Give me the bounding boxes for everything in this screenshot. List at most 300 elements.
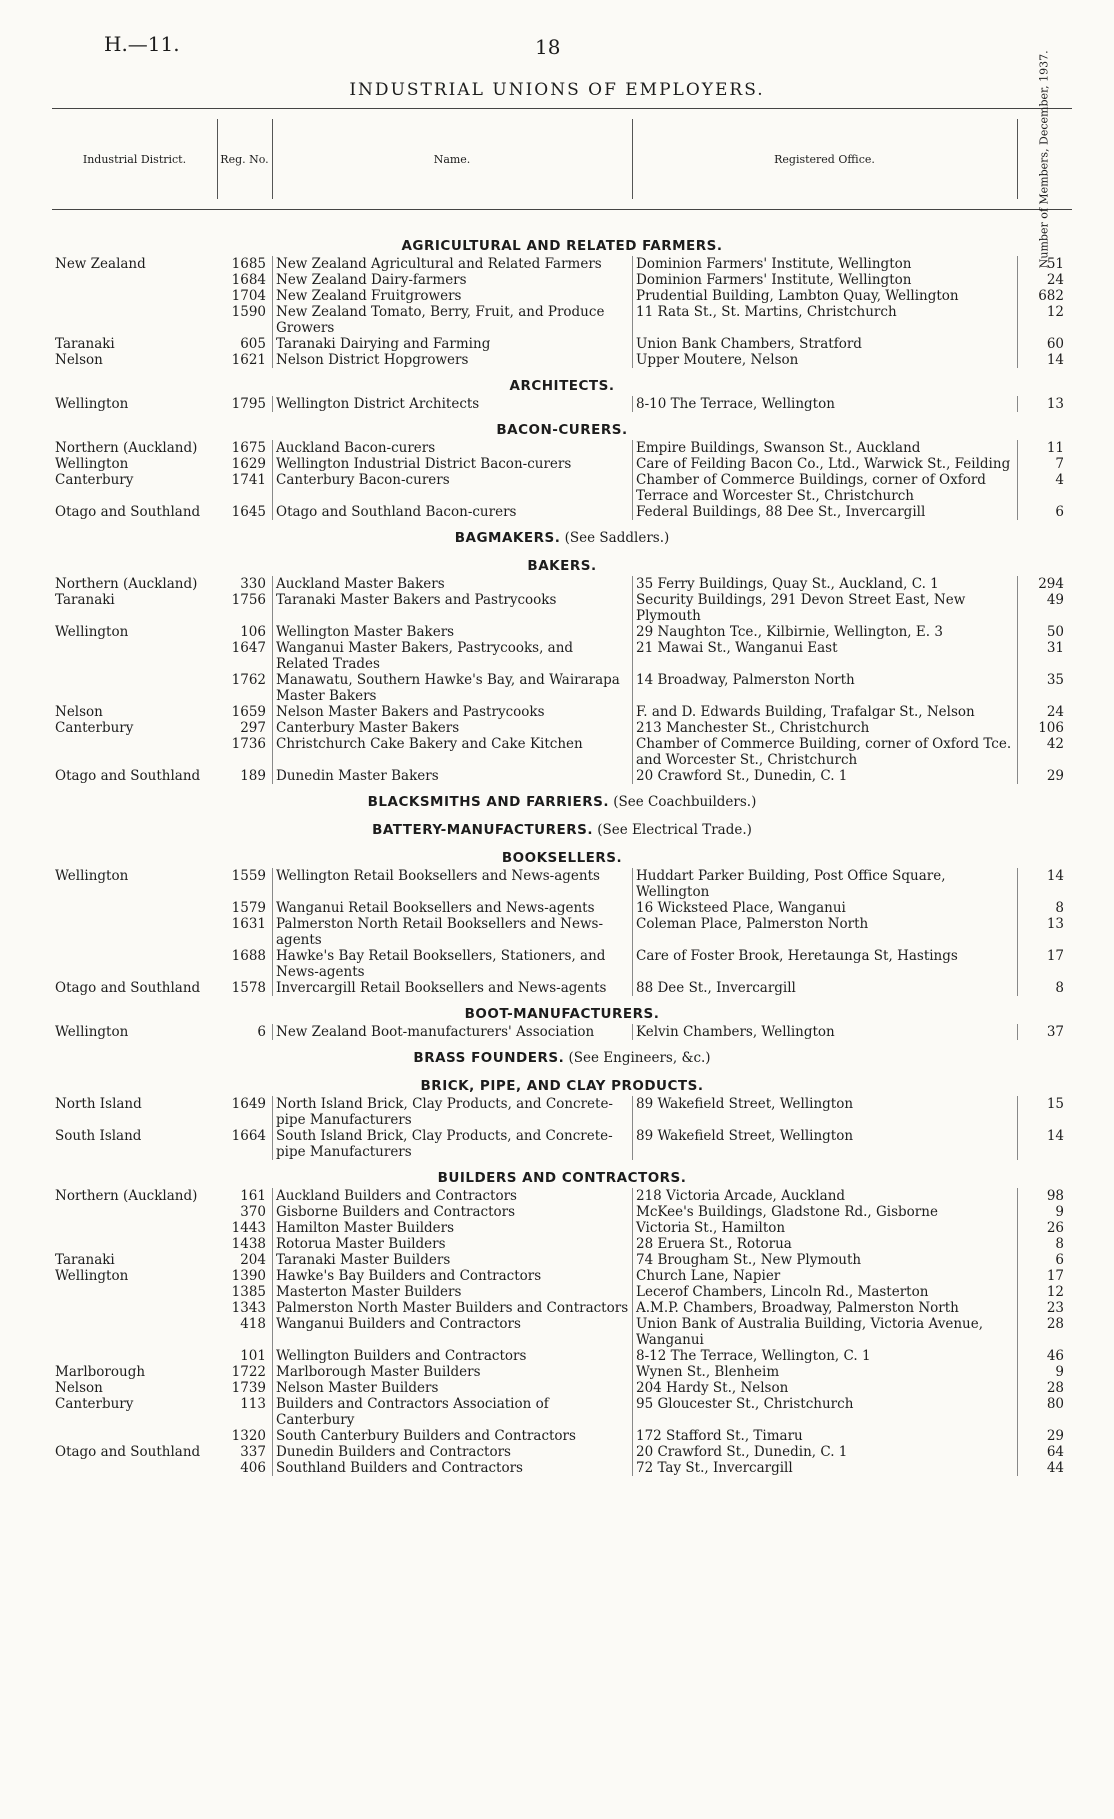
reg-no-cell: 6 xyxy=(257,1024,266,1040)
table-row xyxy=(52,624,1072,640)
reg-no-cell: 1629 xyxy=(231,456,266,472)
table-row xyxy=(52,472,1072,504)
office-cell: 20 Crawford St., Dunedin, C. 1 xyxy=(632,1444,1017,1460)
reg-no-cell: 113 xyxy=(240,1396,266,1412)
name-cell: Wellington Master Bakers xyxy=(272,624,632,640)
district-cell xyxy=(52,900,217,916)
table-row xyxy=(52,576,1072,592)
members-cell: 24 xyxy=(1017,272,1072,288)
reg-no-cell: 1684 xyxy=(231,272,266,288)
table-row xyxy=(52,288,1072,304)
reg-no-cell: 418 xyxy=(240,1316,266,1332)
district-cell xyxy=(52,1236,217,1252)
members-cell: 51 xyxy=(1017,256,1072,272)
section-title xyxy=(52,238,1072,254)
table-row xyxy=(52,592,1072,624)
name-cell: New Zealand Tomato, Berry, Fruit, and Produce Growers xyxy=(272,304,632,336)
name-cell: Palmerston North Retail Booksellers and News-agents xyxy=(272,916,632,948)
office-cell: 204 Hardy St., Nelson xyxy=(632,1380,1017,1396)
district-cell: Canterbury xyxy=(55,472,134,488)
reg-no-cell: 204 xyxy=(240,1252,266,1268)
members-cell: 11 xyxy=(1017,440,1072,456)
district-cell xyxy=(52,288,217,304)
table-row xyxy=(52,1220,1072,1236)
members-cell: 8 xyxy=(1017,980,1072,996)
reg-no-cell: 1579 xyxy=(231,900,266,916)
office-cell: 29 Naughton Tce., Kilbirnie, Wellington, E. 3 xyxy=(632,624,1017,640)
section-see-reference: (See Coachbuilders.) xyxy=(608,794,757,810)
name-cell: New Zealand Boot-manufacturers' Association xyxy=(272,1024,632,1040)
table-row xyxy=(52,1128,1072,1160)
section-heading: BRICK, PIPE, AND CLAY PRODUCTS. xyxy=(420,1078,704,1094)
members-cell: 26 xyxy=(1017,1220,1072,1236)
table-row xyxy=(52,1268,1072,1284)
district-cell xyxy=(52,948,217,980)
reg-no-cell: 370 xyxy=(240,1204,266,1220)
reg-no-cell: 1688 xyxy=(231,948,266,964)
table-row xyxy=(52,736,1072,768)
members-cell: 13 xyxy=(1017,916,1072,948)
reg-no-cell: 1320 xyxy=(231,1428,266,1444)
table-row xyxy=(52,304,1072,336)
name-cell: Taranaki Master Bakers and Pastrycooks xyxy=(272,592,632,624)
district-cell: Nelson xyxy=(55,352,103,368)
office-cell: 35 Ferry Buildings, Quay St., Auckland, C. 1 xyxy=(632,576,1017,592)
district-cell xyxy=(52,1316,217,1348)
members-cell: 9 xyxy=(1017,1204,1072,1220)
office-cell: Dominion Farmers' Institute, Wellington xyxy=(632,256,1017,272)
column-district: Industrial District. xyxy=(82,152,187,166)
section-title xyxy=(52,1078,1072,1094)
name-cell: Otago and Southland Bacon-curers xyxy=(272,504,632,520)
table-row xyxy=(52,704,1072,720)
office-cell: 89 Wakefield Street, Wellington xyxy=(632,1096,1017,1128)
section-see-reference: (See Engineers, &c.) xyxy=(564,1050,711,1066)
name-cell: New Zealand Dairy-farmers xyxy=(272,272,632,288)
office-cell: Kelvin Chambers, Wellington xyxy=(632,1024,1017,1040)
reg-no-cell: 1675 xyxy=(231,440,266,456)
district-cell: New Zealand xyxy=(55,256,146,272)
district-cell: Otago and Southland xyxy=(55,504,201,520)
page-title: INDUSTRIAL UNIONS OF EMPLOYERS. xyxy=(349,80,765,100)
members-cell: 8 xyxy=(1017,1236,1072,1252)
office-cell: 88 Dee St., Invercargill xyxy=(632,980,1017,996)
name-cell: New Zealand Fruitgrowers xyxy=(272,288,632,304)
name-cell: Rotorua Master Builders xyxy=(272,1236,632,1252)
members-cell: 80 xyxy=(1017,1396,1072,1428)
name-cell: Auckland Builders and Contractors xyxy=(272,1188,632,1204)
reg-no-cell: 1343 xyxy=(231,1300,266,1316)
office-cell: 8-10 The Terrace, Wellington xyxy=(632,396,1017,412)
table-row xyxy=(52,1316,1072,1348)
office-cell: Victoria St., Hamilton xyxy=(632,1220,1017,1236)
table-row xyxy=(52,256,1072,272)
name-cell: Wanganui Builders and Contractors xyxy=(272,1316,632,1348)
members-cell: 29 xyxy=(1017,768,1072,784)
reg-no-cell: 1649 xyxy=(231,1096,266,1112)
name-cell: Manawatu, Southern Hawke's Bay, and Wairarapa Master Bakers xyxy=(272,672,632,704)
office-cell: 172 Stafford St., Timaru xyxy=(632,1428,1017,1444)
district-cell: Wellington xyxy=(55,868,129,884)
office-cell: 218 Victoria Arcade, Auckland xyxy=(632,1188,1017,1204)
office-cell: 28 Eruera St., Rotorua xyxy=(632,1236,1017,1252)
table-row xyxy=(52,916,1072,948)
members-cell: 4 xyxy=(1017,472,1072,504)
members-cell: 682 xyxy=(1017,288,1072,304)
table-row xyxy=(52,1348,1072,1364)
members-cell: 7 xyxy=(1017,456,1072,472)
members-cell: 15 xyxy=(1017,1096,1072,1128)
office-cell: Chamber of Commerce Buildings, corner of Oxford Terrace and Worcester St., Christchurch xyxy=(632,472,1017,504)
reg-no-cell: 1578 xyxy=(231,980,266,996)
district-cell xyxy=(52,1204,217,1220)
office-cell: 20 Crawford St., Dunedin, C. 1 xyxy=(632,768,1017,784)
name-cell: Nelson Master Bakers and Pastrycooks xyxy=(272,704,632,720)
district-cell xyxy=(52,736,217,768)
office-cell: 21 Mawai St., Wanganui East xyxy=(632,640,1017,672)
office-cell: Federal Buildings, 88 Dee St., Invercargill xyxy=(632,504,1017,520)
district-cell: Otago and Southland xyxy=(55,980,201,996)
district-cell: Taranaki xyxy=(55,336,115,352)
office-cell: Chamber of Commerce Building, corner of Oxford Tce. and Worcester St., Christchurch xyxy=(632,736,1017,768)
reg-no-cell: 1736 xyxy=(231,736,266,752)
table-row xyxy=(52,1204,1072,1220)
district-cell xyxy=(52,272,217,288)
name-cell: Wanganui Master Bakers, Pastrycooks, and Related Trades xyxy=(272,640,632,672)
members-cell: 28 xyxy=(1017,1316,1072,1348)
members-cell: 50 xyxy=(1017,624,1072,640)
members-cell: 14 xyxy=(1017,868,1072,900)
table-row xyxy=(52,948,1072,980)
reg-no-cell: 406 xyxy=(240,1460,266,1476)
name-cell: Wellington District Architects xyxy=(272,396,632,412)
name-cell: Gisborne Builders and Contractors xyxy=(272,1204,632,1220)
name-cell: Wellington Builders and Contractors xyxy=(272,1348,632,1364)
name-cell: Canterbury Master Bakers xyxy=(272,720,632,736)
section-heading: BOOKSELLERS. xyxy=(501,850,623,866)
district-cell: Northern (Auckland) xyxy=(55,1188,198,1204)
table-row xyxy=(52,1284,1072,1300)
table-row xyxy=(52,1024,1072,1040)
reg-no-cell: 106 xyxy=(240,624,266,640)
members-cell: 17 xyxy=(1017,1268,1072,1284)
office-cell: Union Bank of Australia Building, Victoria Avenue, Wanganui xyxy=(632,1316,1017,1348)
section-title xyxy=(52,530,1072,546)
members-cell: 8 xyxy=(1017,900,1072,916)
district-cell: Otago and Southland xyxy=(55,768,201,784)
district-cell: Otago and Southland xyxy=(55,1444,201,1460)
table-row xyxy=(52,1460,1072,1476)
reg-no-cell: 1756 xyxy=(231,592,266,608)
section-title xyxy=(52,1050,1072,1066)
office-cell: Care of Feilding Bacon Co., Ltd., Warwick St., Feilding xyxy=(632,456,1017,472)
reg-no-cell: 1739 xyxy=(231,1380,266,1396)
reg-no-cell: 1647 xyxy=(231,640,266,656)
district-cell: Canterbury xyxy=(55,720,134,736)
district-cell xyxy=(52,640,217,672)
district-cell: Marlborough xyxy=(55,1364,146,1380)
name-cell: Christchurch Cake Bakery and Cake Kitchen xyxy=(272,736,632,768)
table-row xyxy=(52,768,1072,784)
reg-no-cell: 101 xyxy=(240,1348,266,1364)
page-number: 18 xyxy=(535,35,561,59)
name-cell: Dunedin Builders and Contractors xyxy=(272,1444,632,1460)
members-cell: 64 xyxy=(1017,1444,1072,1460)
table-row xyxy=(52,504,1072,520)
section-title xyxy=(52,794,1072,810)
name-cell: Builders and Contractors Association of Canterbury xyxy=(272,1396,632,1428)
section-see-reference: (See Electrical Trade.) xyxy=(592,822,752,838)
table-row xyxy=(52,1444,1072,1460)
name-cell: Marlborough Master Builders xyxy=(272,1364,632,1380)
table-row xyxy=(52,1428,1072,1444)
name-cell: New Zealand Agricultural and Related Farmers xyxy=(272,256,632,272)
office-cell: 11 Rata St., St. Martins, Christchurch xyxy=(632,304,1017,336)
members-cell: 42 xyxy=(1017,736,1072,768)
district-cell: Taranaki xyxy=(55,592,115,608)
table-row xyxy=(52,440,1072,456)
office-cell: Prudential Building, Lambton Quay, Wellington xyxy=(632,288,1017,304)
members-cell: 13 xyxy=(1017,396,1072,412)
name-cell: Taranaki Dairying and Farming xyxy=(272,336,632,352)
district-cell: Northern (Auckland) xyxy=(55,576,198,592)
district-cell xyxy=(52,1284,217,1300)
reg-no-cell: 1722 xyxy=(231,1364,266,1380)
name-cell: South Canterbury Builders and Contractors xyxy=(272,1428,632,1444)
district-cell: Wellington xyxy=(55,456,129,472)
section-heading: BAKERS. xyxy=(527,558,597,574)
name-cell: Dunedin Master Bakers xyxy=(272,768,632,784)
members-cell: 98 xyxy=(1017,1188,1072,1204)
district-cell: Nelson xyxy=(55,1380,103,1396)
reg-no-cell: 1438 xyxy=(231,1236,266,1252)
table-row xyxy=(52,396,1072,412)
district-cell: Wellington xyxy=(55,1024,129,1040)
members-cell: 29 xyxy=(1017,1428,1072,1444)
reg-no-cell: 1390 xyxy=(231,1268,266,1284)
office-cell: 16 Wicksteed Place, Wanganui xyxy=(632,900,1017,916)
members-cell: 106 xyxy=(1017,720,1072,736)
section-heading: BRASS FOUNDERS. xyxy=(413,1050,565,1066)
column-name: Name. xyxy=(433,152,471,166)
office-cell: 95 Gloucester St., Christchurch xyxy=(632,1396,1017,1428)
name-cell: Hawke's Bay Builders and Contractors xyxy=(272,1268,632,1284)
district-cell: Canterbury xyxy=(55,1396,134,1412)
table-row xyxy=(52,336,1072,352)
name-cell: Wellington Industrial District Bacon-curers xyxy=(272,456,632,472)
members-cell: 23 xyxy=(1017,1300,1072,1316)
reg-no-cell: 1704 xyxy=(231,288,266,304)
name-cell: Invercargill Retail Booksellers and News-agents xyxy=(272,980,632,996)
section-see-reference: (See Saddlers.) xyxy=(560,530,670,546)
table-row xyxy=(52,456,1072,472)
district-cell: Wellington xyxy=(55,624,129,640)
section-title xyxy=(52,850,1072,866)
name-cell: Auckland Bacon-curers xyxy=(272,440,632,456)
district-cell: Nelson xyxy=(55,704,103,720)
name-cell: Wanganui Retail Booksellers and News-agents xyxy=(272,900,632,916)
reg-no-cell: 1664 xyxy=(231,1128,266,1144)
district-cell xyxy=(52,1428,217,1444)
members-cell: 60 xyxy=(1017,336,1072,352)
members-cell: 44 xyxy=(1017,1460,1072,1476)
reg-no-cell: 330 xyxy=(240,576,266,592)
members-cell: 12 xyxy=(1017,1284,1072,1300)
office-cell: 89 Wakefield Street, Wellington xyxy=(632,1128,1017,1160)
members-cell: 24 xyxy=(1017,704,1072,720)
table-row xyxy=(52,1380,1072,1396)
office-cell: Care of Foster Brook, Heretaunga St, Hastings xyxy=(632,948,1017,980)
table-row xyxy=(52,1096,1072,1128)
members-cell: 49 xyxy=(1017,592,1072,624)
reg-no-cell: 337 xyxy=(240,1444,266,1460)
reg-no-cell: 297 xyxy=(240,720,266,736)
district-cell: Northern (Auckland) xyxy=(55,440,198,456)
name-cell: Auckland Master Bakers xyxy=(272,576,632,592)
office-cell: Upper Moutere, Nelson xyxy=(632,352,1017,368)
reg-no-cell: 605 xyxy=(240,336,266,352)
office-cell: Empire Buildings, Swanson St., Auckland xyxy=(632,440,1017,456)
name-cell: Wellington Retail Booksellers and News-agents xyxy=(272,868,632,900)
table-row xyxy=(52,1300,1072,1316)
members-cell: 9 xyxy=(1017,1364,1072,1380)
section-heading: AGRICULTURAL AND RELATED FARMERS. xyxy=(401,238,723,254)
office-cell: Huddart Parker Building, Post Office Square, Wellington xyxy=(632,868,1017,900)
office-cell: 74 Brougham St., New Plymouth xyxy=(632,1252,1017,1268)
reg-no-cell: 189 xyxy=(240,768,266,784)
name-cell: Southland Builders and Contractors xyxy=(272,1460,632,1476)
office-cell: McKee's Buildings, Gladstone Rd., Gisborne xyxy=(632,1204,1017,1220)
reg-no-cell: 1559 xyxy=(231,868,266,884)
members-cell: 46 xyxy=(1017,1348,1072,1364)
section-title xyxy=(52,558,1072,574)
office-cell: Coleman Place, Palmerston North xyxy=(632,916,1017,948)
members-cell: 28 xyxy=(1017,1380,1072,1396)
district-cell: Wellington xyxy=(55,1268,129,1284)
office-cell: Wynen St., Blenheim xyxy=(632,1364,1017,1380)
district-cell xyxy=(52,1348,217,1364)
section-title xyxy=(52,822,1072,838)
district-cell: Wellington xyxy=(55,396,129,412)
district-cell: Taranaki xyxy=(55,1252,115,1268)
table-row xyxy=(52,868,1072,900)
district-cell xyxy=(52,1460,217,1476)
unions-table xyxy=(52,232,1072,1480)
office-cell: 14 Broadway, Palmerston North xyxy=(632,672,1017,704)
office-cell: 8-12 The Terrace, Wellington, C. 1 xyxy=(632,1348,1017,1364)
column-reg-no: Reg. No. xyxy=(220,152,269,166)
district-cell xyxy=(52,916,217,948)
district-cell: South Island xyxy=(55,1128,142,1144)
office-cell: 213 Manchester St., Christchurch xyxy=(632,720,1017,736)
column-members: Number of Members, December, 1937. xyxy=(1037,50,1051,268)
name-cell: Hawke's Bay Retail Booksellers, Stationers, and News-agents xyxy=(272,948,632,980)
district-cell xyxy=(52,672,217,704)
members-cell: 31 xyxy=(1017,640,1072,672)
reg-no-cell: 1741 xyxy=(231,472,266,488)
name-cell: Nelson District Hopgrowers xyxy=(272,352,632,368)
section-title xyxy=(52,1006,1072,1022)
section-title xyxy=(52,1170,1072,1186)
section-heading: BUILDERS AND CONTRACTORS. xyxy=(437,1170,687,1186)
reg-no-cell: 1645 xyxy=(231,504,266,520)
table-row xyxy=(52,272,1072,288)
reg-no-cell: 1443 xyxy=(231,1220,266,1236)
members-cell: 14 xyxy=(1017,352,1072,368)
members-cell: 6 xyxy=(1017,1252,1072,1268)
name-cell: Masterton Master Builders xyxy=(272,1284,632,1300)
section-heading: BAGMAKERS. xyxy=(454,530,561,546)
reg-no-cell: 1795 xyxy=(231,396,266,412)
reg-no-cell: 1385 xyxy=(231,1284,266,1300)
district-cell xyxy=(52,304,217,336)
reg-no-cell: 1685 xyxy=(231,256,266,272)
section-title xyxy=(52,422,1072,438)
members-cell: 35 xyxy=(1017,672,1072,704)
office-cell: Union Bank Chambers, Stratford xyxy=(632,336,1017,352)
table-row xyxy=(52,720,1072,736)
members-cell: 14 xyxy=(1017,1128,1072,1160)
members-cell: 6 xyxy=(1017,504,1072,520)
name-cell: South Island Brick, Clay Products, and Concrete-pipe Manufacturers xyxy=(272,1128,632,1160)
table-row xyxy=(52,1188,1072,1204)
reg-no-cell: 1762 xyxy=(231,672,266,688)
reg-no-cell: 1621 xyxy=(231,352,266,368)
members-cell: 294 xyxy=(1017,576,1072,592)
section-heading: ARCHITECTS. xyxy=(509,378,615,394)
table-row xyxy=(52,980,1072,996)
office-cell: Lecerof Chambers, Lincoln Rd., Masterton xyxy=(632,1284,1017,1300)
table-row xyxy=(52,1252,1072,1268)
section-heading: BATTERY-MANUFACTURERS. xyxy=(372,822,593,838)
table-row xyxy=(52,900,1072,916)
district-cell xyxy=(52,1220,217,1236)
reg-no-cell: 1590 xyxy=(231,304,266,320)
members-cell: 12 xyxy=(1017,304,1072,336)
section-heading: BOOT-MANUFACTURERS. xyxy=(464,1006,660,1022)
office-cell: Church Lane, Napier xyxy=(632,1268,1017,1284)
district-cell xyxy=(52,1300,217,1316)
members-cell: 37 xyxy=(1017,1024,1072,1040)
table-row xyxy=(52,1396,1072,1428)
column-office: Registered Office. xyxy=(774,152,875,166)
section-heading: BLACKSMITHS AND FARRIERS. xyxy=(367,794,609,810)
name-cell: Taranaki Master Builders xyxy=(272,1252,632,1268)
reg-no-cell: 1659 xyxy=(231,704,266,720)
name-cell: Canterbury Bacon-curers xyxy=(272,472,632,504)
section-heading: BACON-CURERS. xyxy=(496,422,628,438)
table-row xyxy=(52,352,1072,368)
office-cell: Dominion Farmers' Institute, Wellington xyxy=(632,272,1017,288)
office-cell: Security Buildings, 291 Devon Street East, New Plymouth xyxy=(632,592,1017,624)
name-cell: Palmerston North Master Builders and Contractors xyxy=(272,1300,632,1316)
reg-no-cell: 161 xyxy=(240,1188,266,1204)
section-title xyxy=(52,378,1072,394)
table-row xyxy=(52,1364,1072,1380)
table-row xyxy=(52,672,1072,704)
members-cell: 17 xyxy=(1017,948,1072,980)
name-cell: North Island Brick, Clay Products, and Concrete-pipe Manufacturers xyxy=(272,1096,632,1128)
name-cell: Hamilton Master Builders xyxy=(272,1220,632,1236)
district-cell: North Island xyxy=(55,1096,142,1112)
office-cell: 72 Tay St., Invercargill xyxy=(632,1460,1017,1476)
reg-no-cell: 1631 xyxy=(231,916,266,932)
page-reference: H.—11. xyxy=(104,32,180,56)
office-cell: F. and D. Edwards Building, Trafalgar St., Nelson xyxy=(632,704,1017,720)
table-row xyxy=(52,640,1072,672)
name-cell: Nelson Master Builders xyxy=(272,1380,632,1396)
table-row xyxy=(52,1236,1072,1252)
